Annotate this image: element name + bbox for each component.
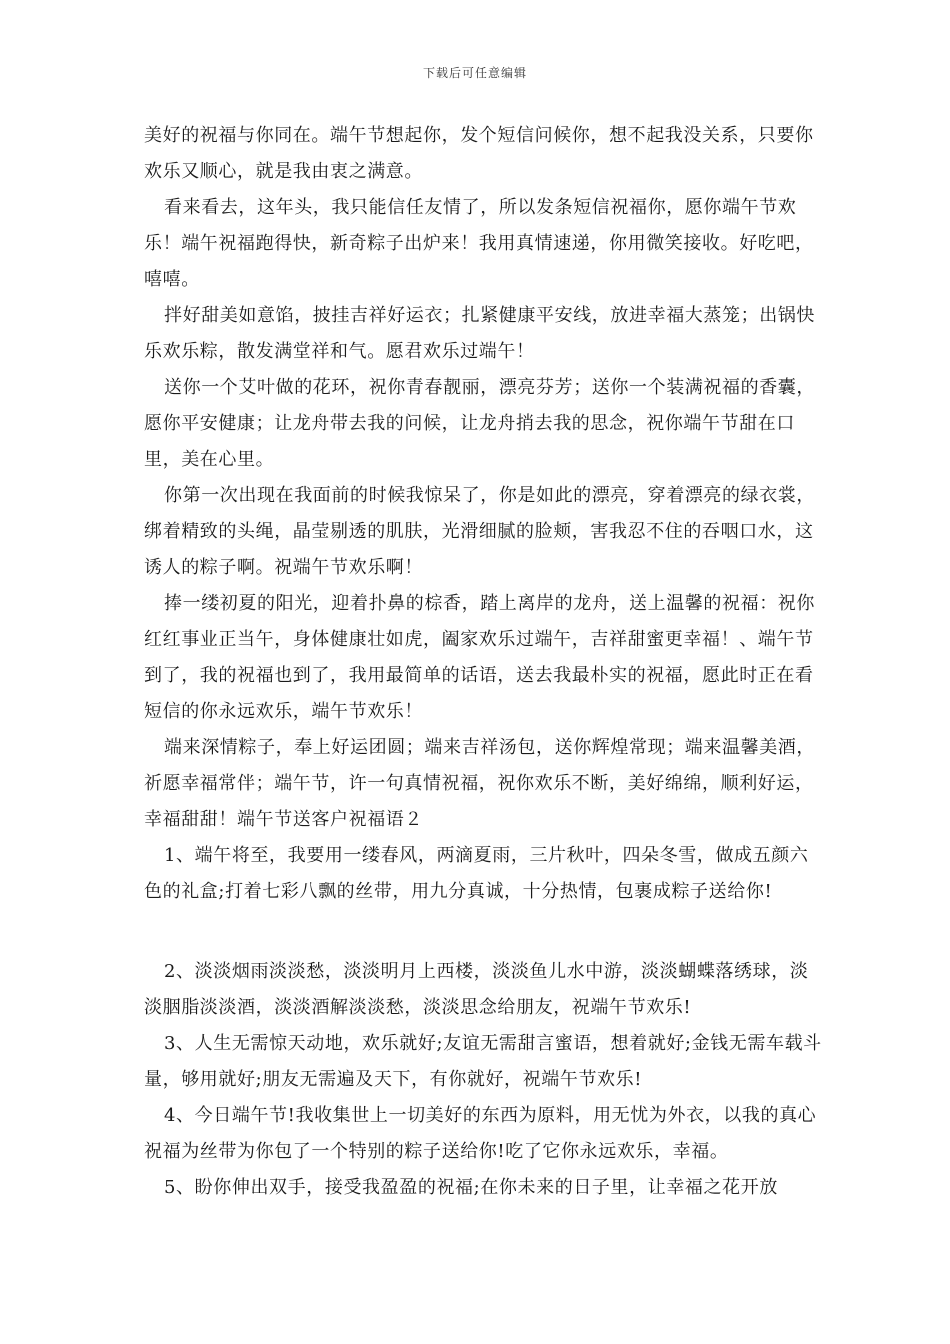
- paragraph: 2、淡淡烟雨淡淡愁，淡淡明月上西楼，淡淡鱼儿水中游，淡淡蝴蝶落绣球，淡淡胭脂淡淡酒，淡淡酒解淡淡愁，淡淡思念给朋友，祝端午节欢乐!: [144, 961, 809, 1018]
- paragraph: 3、人生无需惊天动地，欢乐就好;友谊无需甜言蜜语，想着就好;金钱无需车载斗量，够用就好;朋友无需遍及天下，有你就好，祝端午节欢乐!: [144, 1033, 822, 1090]
- paragraph: 4、今日端午节!我收集世上一切美好的东西为原料，用无忧为外衣，以我的真心祝福为丝带为你包了一个特别的粽子送给你!吃了它你永远欢乐，幸福。: [144, 1105, 817, 1162]
- paragraph: 拌好甜美如意馅，披挂吉祥好运衣；扎紧健康平安线，放进幸福大蒸笼；出锅快乐欢乐粽，散发满堂祥和气。愿君欢乐过端午！: [144, 305, 815, 362]
- paragraph: 捧一缕初夏的阳光，迎着扑鼻的棕香，踏上离岸的龙舟，送上温馨的祝福：祝你红红事业正当午，身体健康壮如虎，阖家欢乐过端午，吉祥甜蜜更幸福！、端午节到了，我的祝福也到了，我用最简单的话语，送去我最朴实的祝福，愿此时正在看短信的你永远欢乐，端午节欢乐！: [144, 593, 815, 722]
- paragraph: 你第一次出现在我面前的时候我惊呆了，你是如此的漂亮，穿着漂亮的绿衣裳，绑着精致的头绳，晶莹剔透的肌肤，光滑细腻的脸颊，害我忍不住的吞咽口水，这诱人的粽子啊。祝端午节欢乐啊！: [144, 485, 815, 578]
- paragraph: 看来看去，这年头，我只能信任友情了，所以发条短信祝福你，愿你端午节欢乐！端午祝福跑得快，新奇粽子出炉来！我用真情速递，你用微笑接收。好吃吧，嘻嘻。: [144, 197, 814, 290]
- paragraph: 1、端午将至，我要用一缕春风，两滴夏雨，三片秋叶，四朵冬雪，做成五颜六色的礼盒;打着七彩八飘的丝带，用九分真诚，十分热情，包裹成粽子送给你!: [144, 845, 809, 902]
- document-body: [144, 118, 824, 1206]
- paragraph: 送你一个艾叶做的花环，祝你青春靓丽，漂亮芬芳；送你一个装满祝福的香囊，愿你平安健康；让龙舟带去我的问候，让龙舟捎去我的思念，祝你端午节甜在口里，美在心里。: [144, 377, 815, 470]
- paragraph: 美好的祝福与你同在。端午节想起你，发个短信问候你，想不起我没关系，只要你欢乐又顺心，就是我由衷之满意。: [144, 125, 814, 182]
- blank-line: [144, 910, 824, 954]
- page-header: 下载后可任意编辑: [422, 66, 527, 80]
- paragraph: 5、盼你伸出双手，接受我盈盈的祝福;在你未来的日子里，让幸福之花开放: [164, 1177, 778, 1198]
- paragraph: 端来深情粽子，奉上好运团圆；端来吉祥汤包，送你辉煌常现；端来温馨美酒，祈愿幸福常伴；端午节，许一句真情祝福，祝你欢乐不断，美好绵绵，顺利好运，幸福甜甜！端午节送客户祝福语２: [144, 737, 815, 830]
